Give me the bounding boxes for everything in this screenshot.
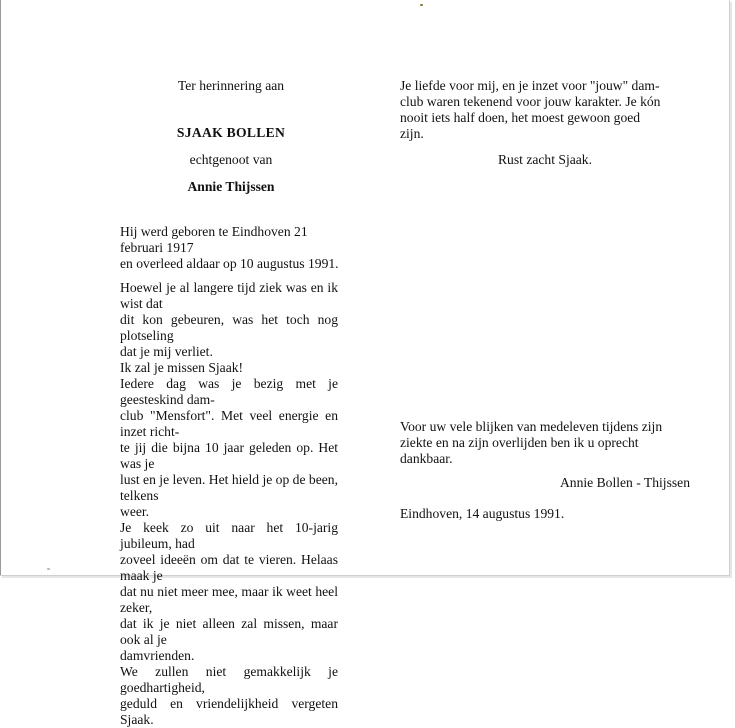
message-line: We zullen niet gemakkelijk je goedhartigheid, <box>120 664 338 695</box>
thanks-line: Voor uw vele blijken van medeleven tijdens zijn <box>400 419 663 434</box>
love-line: club waren tekenend voor jouw karakter. Je kón <box>400 94 661 109</box>
death-line: en overleed aldaar op 10 augustus 1991. <box>120 256 339 271</box>
deceased-name: SJAAK BOLLEN <box>176 125 286 140</box>
right-column <box>400 78 690 521</box>
message-line: club "Mensfort". Met veel energie en inzet richt- <box>120 408 338 439</box>
message-line: lust en je leven. Het hield je op de been, telkens <box>120 472 338 503</box>
print-speck <box>420 4 423 6</box>
thanks-line: ziekte en na zijn overlijden ben ik u oprecht <box>400 435 639 450</box>
message-line: dat je mij verliet. <box>120 344 213 359</box>
thanks-paragraph <box>400 419 690 467</box>
message-line: te jij die bijna 10 jaar geleden op. Het was je <box>120 440 338 471</box>
page-edge-line <box>0 0 1 575</box>
message-line: zoveel ideeën om dat te vieren. Helaas maak je <box>120 552 338 583</box>
birth-line: Hij werd geboren te Eindhoven 21 februari 1917 <box>120 224 308 255</box>
message-line: Ik zal je missen Sjaak! <box>120 360 244 375</box>
message-line: geduld en vriendelijkheid vergeten Sjaak. <box>120 696 338 727</box>
birth-death-paragraph <box>120 224 342 272</box>
message-line: damvrienden. <box>120 648 195 663</box>
love-paragraph <box>400 78 690 142</box>
spouse-name: Annie Thijssen <box>187 179 275 194</box>
signature: Annie Bollen - Thijssen <box>559 475 690 490</box>
message-line: dat nu niet meer mee, maar ik weet heel zeker, <box>120 584 338 615</box>
love-line: Je liefde voor mij, en je inzet voor "jouw" dam- <box>400 78 660 93</box>
love-line: nooit iets half doen, het moest gewoon goed <box>400 110 641 125</box>
intro-text: Ter herinnering aan <box>177 78 285 93</box>
message-line: Je keek zo uit naar het 10-jarig jubileum, had <box>120 520 338 551</box>
thanks-line: dankbaar. <box>400 451 453 466</box>
message-line: Iedere dag was je bezig met je geesteskind dam- <box>120 376 338 407</box>
message-line: weer. <box>120 504 150 519</box>
place-date: Eindhoven, 14 augustus 1991. <box>400 506 565 521</box>
message-line: dit kon gebeuren, was het toch nog plotseling <box>120 312 338 343</box>
personal-message <box>120 280 338 728</box>
left-column <box>120 78 340 727</box>
spouse-label: echtgenoot van <box>189 152 273 167</box>
message-line: dat ik je niet alleen zal missen, maar ook al je <box>120 616 338 647</box>
print-speck <box>47 568 50 570</box>
message-line: Hoewel je al langere tijd ziek was en ik wist dat <box>120 280 338 311</box>
love-line: zijn. <box>400 126 424 141</box>
rest-in-peace: Rust zacht Sjaak. <box>497 152 592 167</box>
